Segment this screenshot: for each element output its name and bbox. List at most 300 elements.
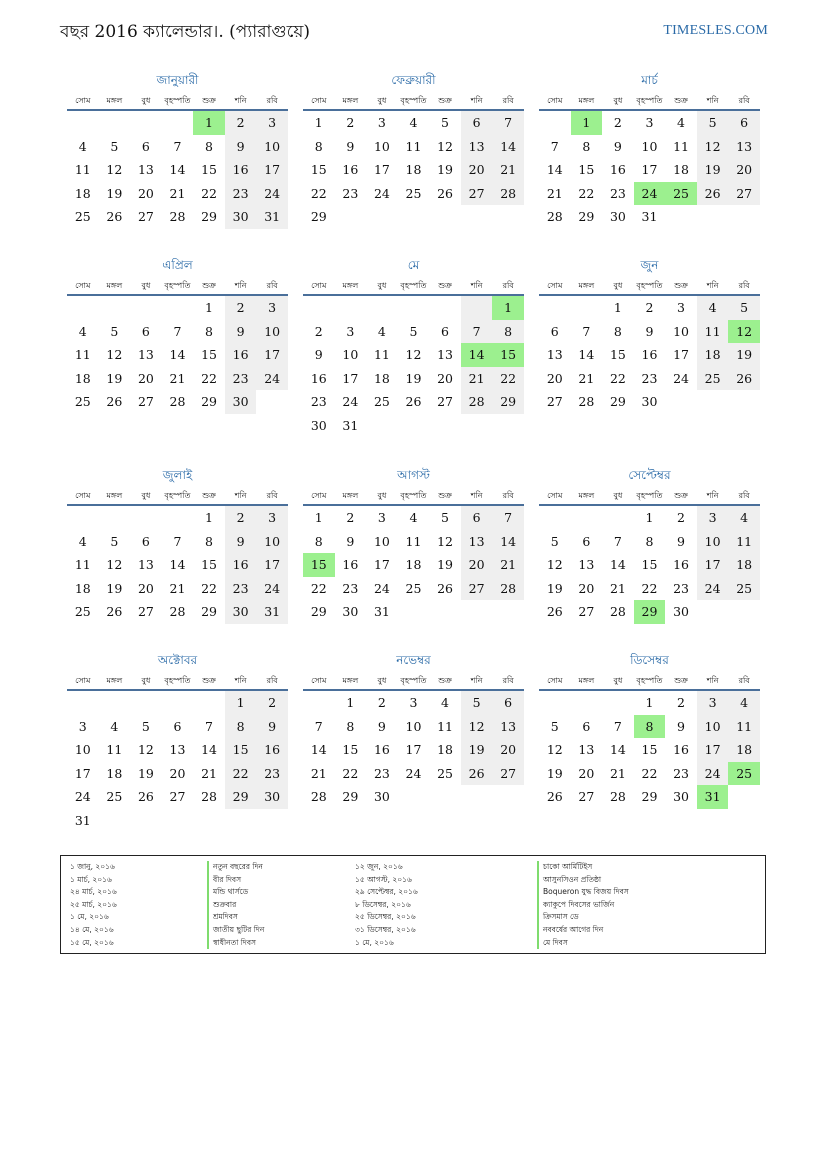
week-row <box>303 296 524 320</box>
day-cell: 12 <box>437 533 453 549</box>
day-cell: 23 <box>256 762 288 786</box>
day-cell: 23 <box>673 765 689 781</box>
day-cell: 29 <box>201 394 217 409</box>
day-cell: 24 <box>697 762 729 786</box>
day-cell: 1 <box>193 111 225 135</box>
day-cell: 23 <box>342 185 359 201</box>
day-cell: 24 <box>634 182 666 206</box>
week-row <box>303 506 524 530</box>
month-block <box>67 257 288 414</box>
day-cell: 18 <box>74 370 91 386</box>
empty-day-cell <box>492 785 524 809</box>
brand-link[interactable]: TIMESLES.COM <box>663 23 768 38</box>
day-cell: 20 <box>461 158 493 182</box>
week-row <box>67 530 288 554</box>
day-cell: 24 <box>373 580 390 596</box>
empty-day-cell <box>697 390 729 414</box>
weekday-label: মঙ্গল <box>342 676 359 685</box>
day-cell: 26 <box>405 394 422 409</box>
week-row <box>539 506 760 530</box>
day-cell: 10 <box>405 718 422 734</box>
day-cell: 13 <box>461 135 493 159</box>
week-row <box>539 715 760 739</box>
day-cell: 29 <box>201 209 217 224</box>
weekday-label: বৃহস্পতি <box>164 676 191 685</box>
week-row <box>303 343 524 367</box>
day-cell: 5 <box>441 115 449 130</box>
weekday-label: শনি <box>470 676 483 685</box>
legend-holiday-name: বীর দিবস <box>207 874 264 887</box>
empty-day-cell <box>429 785 461 809</box>
day-cell: 2 <box>377 695 386 710</box>
legend-holiday-date: ১ মার্চ, ২০১৬ <box>70 874 112 884</box>
month-block <box>67 652 288 832</box>
day-cell: 25 <box>74 209 91 224</box>
day-cell: 14 <box>546 162 563 177</box>
weekday-label: শুক্র <box>438 96 452 105</box>
empty-day-cell <box>335 205 367 229</box>
day-cell: 31 <box>641 209 658 224</box>
day-cell: 6 <box>141 533 150 549</box>
weekday-header <box>539 278 760 296</box>
weekday-label: শনি <box>470 491 483 500</box>
day-cell: 11 <box>74 162 91 177</box>
empty-day-cell <box>67 111 99 135</box>
day-cell: 10 <box>256 135 288 159</box>
day-cell: 4 <box>728 691 760 715</box>
day-cell: 27 <box>461 182 493 206</box>
day-cell: 26 <box>437 185 453 201</box>
day-cell: 28 <box>578 394 595 409</box>
weekday-label: বুধ <box>613 676 623 685</box>
week-row <box>303 390 524 414</box>
weekday-label: সোম <box>547 676 563 685</box>
day-cell: 11 <box>106 742 123 757</box>
day-cell: 17 <box>256 343 288 367</box>
day-cell: 23 <box>225 367 257 391</box>
day-cell: 30 <box>673 789 689 804</box>
empty-day-cell <box>461 785 493 809</box>
empty-day-cell <box>539 506 571 530</box>
day-cell: 4 <box>677 115 685 130</box>
day-cell: 11 <box>74 557 91 572</box>
day-cell: 10 <box>697 530 729 554</box>
day-cell: 6 <box>173 718 182 734</box>
weekday-header <box>303 93 524 111</box>
day-cell: 2 <box>645 300 654 315</box>
week-row <box>303 785 524 809</box>
day-cell: 22 <box>609 370 626 386</box>
day-cell: 14 <box>461 343 493 367</box>
empty-day-cell <box>728 600 760 624</box>
day-cell: 6 <box>492 691 524 715</box>
day-cell: 30 <box>373 789 390 804</box>
month-block <box>539 467 760 624</box>
day-cell: 24 <box>256 577 288 601</box>
week-row <box>303 320 524 344</box>
day-cell: 28 <box>546 209 563 224</box>
day-cell: 9 <box>346 533 355 549</box>
day-cell: 3 <box>677 300 685 315</box>
day-cell: 15 <box>201 557 217 572</box>
weekday-label: বৃহস্পতি <box>636 676 663 685</box>
weekday-label: রবি <box>502 491 514 500</box>
month-block <box>539 652 760 809</box>
day-cell: 26 <box>728 367 760 391</box>
day-cell: 15 <box>201 162 217 177</box>
week-row <box>303 762 524 786</box>
weekday-label: বুধ <box>613 281 623 290</box>
day-cell: 14 <box>169 557 186 572</box>
day-cell: 12 <box>106 347 123 362</box>
day-cell: 7 <box>613 533 622 549</box>
week-row <box>303 691 524 715</box>
legend-holiday-name: Boqueron যুদ্ধ বিজয় দিবস <box>537 886 629 899</box>
day-cell: 22 <box>578 185 595 201</box>
legend-holiday-date: ১২ জুন, ২০১৬ <box>355 862 403 871</box>
day-cell: 15 <box>641 557 658 572</box>
weekday-label: বুধ <box>141 676 151 685</box>
week-row <box>539 296 760 320</box>
day-cell: 7 <box>582 323 591 339</box>
day-cell: 22 <box>201 185 217 201</box>
day-cell: 19 <box>437 557 453 572</box>
week-row <box>67 809 288 833</box>
weekday-label: মঙ্গল <box>106 96 123 105</box>
weekday-label: বৃহস্পতি <box>636 491 663 500</box>
day-cell: 18 <box>673 162 689 177</box>
weekday-label: সোম <box>75 676 91 685</box>
day-cell: 21 <box>609 765 626 781</box>
weekday-label: বুধ <box>141 281 151 290</box>
day-cell: 7 <box>314 718 323 734</box>
week-row <box>303 182 524 206</box>
day-cell: 29 <box>342 789 359 804</box>
month-block <box>303 257 524 437</box>
empty-day-cell <box>99 296 131 320</box>
day-cell: 8 <box>205 323 213 339</box>
week-row <box>539 553 760 577</box>
empty-day-cell <box>256 390 288 414</box>
day-cell: 28 <box>461 390 493 414</box>
day-cell: 4 <box>728 506 760 530</box>
day-cell: 15 <box>201 347 217 362</box>
weekday-label: শনি <box>470 281 483 290</box>
day-cell: 6 <box>441 323 449 339</box>
day-cell: 23 <box>673 580 689 596</box>
day-cell: 9 <box>377 718 386 734</box>
day-cell: 15 <box>303 553 335 577</box>
weekday-label: মঙ্গল <box>578 281 595 290</box>
day-cell: 12 <box>546 742 563 757</box>
month-block <box>303 72 524 229</box>
day-cell: 26 <box>461 762 493 786</box>
day-cell: 9 <box>677 533 685 549</box>
empty-day-cell <box>728 785 760 809</box>
empty-day-cell <box>130 809 162 833</box>
day-cell: 24 <box>256 367 288 391</box>
legend-holiday-name: শুক্রবার <box>207 899 264 912</box>
empty-day-cell <box>130 691 162 715</box>
day-cell: 3 <box>697 691 729 715</box>
day-cell: 25 <box>373 394 390 409</box>
day-cell: 1 <box>492 296 524 320</box>
empty-day-cell <box>130 296 162 320</box>
empty-day-cell <box>398 600 430 624</box>
day-cell: 16 <box>310 370 327 386</box>
week-row <box>67 762 288 786</box>
day-cell: 6 <box>728 111 760 135</box>
week-row <box>303 530 524 554</box>
day-cell: 15 <box>310 162 327 177</box>
day-cell: 14 <box>492 135 524 159</box>
day-cell: 21 <box>609 580 626 596</box>
week-row <box>539 785 760 809</box>
week-row <box>303 367 524 391</box>
weekday-label: সোম <box>75 281 91 290</box>
empty-day-cell <box>461 600 493 624</box>
legend-holiday-date: ১ মে, ২০১৬ <box>355 937 394 947</box>
day-cell: 20 <box>437 370 453 386</box>
day-cell: 11 <box>74 347 91 362</box>
month-block <box>539 257 760 414</box>
day-cell: 6 <box>141 138 150 154</box>
day-cell: 16 <box>673 742 689 757</box>
day-cell: 19 <box>437 162 453 177</box>
day-cell: 2 <box>256 691 288 715</box>
weekday-label: সোম <box>75 96 91 105</box>
day-cell: 26 <box>546 604 563 619</box>
day-cell: 17 <box>342 370 359 386</box>
day-cell: 20 <box>169 765 186 781</box>
day-cell: 1 <box>346 695 355 710</box>
day-cell: 19 <box>546 765 563 781</box>
day-cell: 8 <box>205 138 213 154</box>
day-cell: 10 <box>342 347 359 362</box>
day-cell: 5 <box>550 533 559 549</box>
day-cell: 29 <box>609 394 626 409</box>
day-cell: 3 <box>346 323 355 339</box>
weekday-label: শনি <box>234 491 247 500</box>
day-cell: 31 <box>373 604 390 619</box>
day-cell: 24 <box>256 182 288 206</box>
day-cell: 5 <box>728 296 760 320</box>
day-cell: 26 <box>106 394 123 409</box>
day-cell: 9 <box>225 135 257 159</box>
day-cell: 22 <box>310 185 327 201</box>
month-block <box>303 652 524 809</box>
day-cell: 26 <box>437 580 453 596</box>
day-cell: 1 <box>205 510 213 525</box>
day-cell: 27 <box>492 762 524 786</box>
day-cell: 13 <box>437 347 453 362</box>
weekday-header <box>303 278 524 296</box>
empty-day-cell <box>225 809 257 833</box>
weekday-label: রবি <box>738 676 750 685</box>
legend-holiday-date: ১৪ মে, ২০১৬ <box>70 924 114 934</box>
day-cell: 11 <box>697 320 729 344</box>
weekday-label: মঙ্গল <box>106 281 123 290</box>
empty-day-cell <box>461 205 493 229</box>
empty-day-cell <box>697 205 729 229</box>
day-cell: 9 <box>645 323 654 339</box>
day-cell: 29 <box>578 209 595 224</box>
day-cell: 16 <box>342 557 359 572</box>
day-cell: 27 <box>137 604 154 619</box>
day-cell: 7 <box>205 718 213 734</box>
weekday-label: শুক্র <box>438 491 452 500</box>
day-cell: 21 <box>492 158 524 182</box>
empty-day-cell <box>366 205 398 229</box>
day-cell: 5 <box>110 533 119 549</box>
day-cell: 8 <box>645 533 654 549</box>
empty-day-cell <box>492 414 524 438</box>
day-cell: 14 <box>201 742 217 757</box>
empty-day-cell <box>162 809 194 833</box>
weekday-label: সোম <box>311 491 327 500</box>
weekday-label: শুক্র <box>674 281 688 290</box>
day-cell: 8 <box>582 138 591 154</box>
day-cell: 25 <box>437 765 453 781</box>
weekday-label: বুধ <box>141 491 151 500</box>
month-block <box>303 467 524 624</box>
day-cell: 3 <box>409 695 418 710</box>
day-cell: 3 <box>256 296 288 320</box>
weekday-label: রবি <box>266 281 278 290</box>
day-cell: 10 <box>373 533 390 549</box>
day-cell: 10 <box>673 323 689 339</box>
day-cell: 13 <box>169 742 186 757</box>
empty-day-cell <box>303 691 335 715</box>
day-cell: 2 <box>346 115 355 130</box>
day-cell: 3 <box>377 510 386 525</box>
day-cell: 9 <box>677 718 685 734</box>
day-cell: 3 <box>256 506 288 530</box>
day-cell: 31 <box>74 812 91 828</box>
day-cell: 4 <box>441 695 449 710</box>
weekday-header <box>539 488 760 506</box>
week-row <box>67 738 288 762</box>
week-row <box>539 182 760 206</box>
empty-day-cell <box>99 506 131 530</box>
week-row <box>303 205 524 229</box>
weekday-label: বৃহস্পতি <box>636 281 663 290</box>
weekday-label: শুক্র <box>674 676 688 685</box>
day-cell: 7 <box>461 320 493 344</box>
weekday-label: শুক্র <box>202 96 216 105</box>
day-cell: 26 <box>697 182 729 206</box>
day-cell: 1 <box>225 691 257 715</box>
weekday-label: বুধ <box>377 676 387 685</box>
weekday-label: শুক্র <box>674 96 688 105</box>
day-cell: 11 <box>728 715 760 739</box>
month-name: ফেব্রুয়ারী <box>391 73 436 87</box>
legend-holiday-name: আসুনসিওন প্রতিষ্ঠা <box>537 874 629 887</box>
day-cell: 25 <box>106 789 123 804</box>
day-cell: 8 <box>634 715 666 739</box>
empty-day-cell <box>398 414 430 438</box>
day-cell: 19 <box>405 370 422 386</box>
day-cell: 17 <box>256 553 288 577</box>
day-cell: 21 <box>492 553 524 577</box>
legend-holiday-name: চাকো আর্মিটিইস <box>537 861 629 874</box>
day-cell: 3 <box>697 506 729 530</box>
day-cell: 3 <box>645 115 654 130</box>
day-cell: 2 <box>677 510 685 525</box>
day-cell: 23 <box>225 182 257 206</box>
weekday-label: রবি <box>266 96 278 105</box>
week-row <box>67 111 288 135</box>
weekday-label: শনি <box>234 676 247 685</box>
month-name: ডিসেম্বর <box>630 653 669 667</box>
day-cell: 15 <box>578 162 595 177</box>
day-cell: 19 <box>461 738 493 762</box>
week-row <box>303 553 524 577</box>
empty-day-cell <box>67 296 99 320</box>
month-name: জুন <box>640 258 659 272</box>
month-block <box>539 72 760 229</box>
empty-day-cell <box>99 111 131 135</box>
day-cell: 18 <box>106 765 123 781</box>
empty-day-cell <box>99 809 131 833</box>
day-cell: 15 <box>492 343 524 367</box>
empty-day-cell <box>335 296 367 320</box>
week-row <box>539 367 760 391</box>
legend-holiday-name: জাতীয় ছুটির দিন <box>207 924 264 937</box>
empty-day-cell <box>130 111 162 135</box>
day-cell: 9 <box>225 530 257 554</box>
day-cell: 30 <box>225 390 257 414</box>
day-cell: 13 <box>461 530 493 554</box>
week-row <box>67 182 288 206</box>
day-cell: 31 <box>342 417 359 433</box>
empty-day-cell <box>571 296 603 320</box>
day-cell: 28 <box>201 789 217 804</box>
day-cell: 20 <box>578 765 595 781</box>
empty-day-cell <box>130 506 162 530</box>
weekday-label: শুক্র <box>202 676 216 685</box>
empty-day-cell <box>697 600 729 624</box>
weekday-label: শনি <box>706 96 719 105</box>
day-cell: 22 <box>641 765 658 781</box>
day-cell: 21 <box>310 765 327 781</box>
day-cell: 5 <box>409 323 418 339</box>
weekday-header <box>539 93 760 111</box>
day-cell: 2 <box>314 323 323 339</box>
day-cell: 26 <box>106 604 123 619</box>
weekday-label: শুক্র <box>674 491 688 500</box>
day-cell: 23 <box>373 765 390 781</box>
weekday-label: মঙ্গল <box>106 676 123 685</box>
day-cell: 5 <box>141 718 150 734</box>
day-cell: 6 <box>550 323 559 339</box>
day-cell: 4 <box>409 115 418 130</box>
empty-day-cell <box>162 691 194 715</box>
week-row <box>539 691 760 715</box>
day-cell: 14 <box>492 530 524 554</box>
week-row <box>67 785 288 809</box>
week-row <box>67 553 288 577</box>
day-cell: 19 <box>546 580 563 596</box>
day-cell: 10 <box>697 715 729 739</box>
weekday-label: রবি <box>738 96 750 105</box>
day-cell: 11 <box>437 718 453 734</box>
day-cell: 27 <box>137 209 154 224</box>
empty-day-cell <box>429 296 461 320</box>
empty-day-cell <box>398 296 430 320</box>
empty-day-cell <box>665 390 697 414</box>
day-cell: 17 <box>405 742 422 757</box>
